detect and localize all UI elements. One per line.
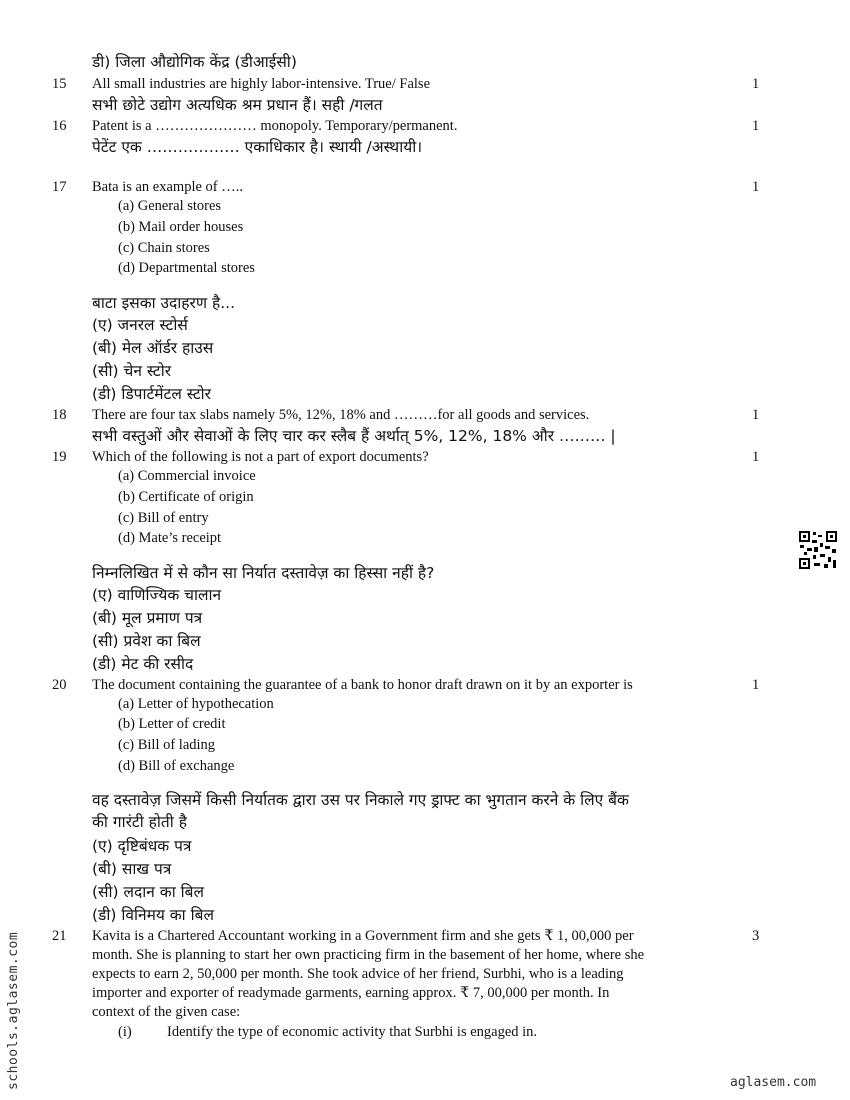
marks: 1 — [752, 118, 760, 134]
question-number: 16 — [52, 118, 67, 134]
option-hi-d: (डी) डिपार्टमेंटल स्टोर — [92, 385, 211, 403]
question-text-en: Patent is a ………………… monopoly. Temporary/permanent. — [92, 118, 458, 134]
option-hi-a: (ए) जनरल स्टोर्स — [92, 316, 188, 334]
option-b: (b) Certificate of origin — [118, 489, 254, 505]
marks: 1 — [752, 179, 760, 195]
option-d: (d) Departmental stores — [118, 260, 255, 276]
question-number: 15 — [52, 76, 67, 92]
option-hi-c: (सी) प्रवेश का बिल — [92, 632, 201, 650]
sub-question-number: (i) — [118, 1024, 132, 1040]
option-a: (a) Letter of hypothecation — [118, 696, 274, 712]
option-hi-c: (सी) चेन स्टोर — [92, 362, 172, 380]
case-text-line: Kavita is a Chartered Accountant working in a Government firm and she gets ₹ 1, 00,000 per — [92, 928, 634, 944]
option-hi-a: (ए) दृष्टिबंधक पत्र — [92, 837, 192, 855]
case-text-line: context of the given case: — [92, 1004, 241, 1020]
marks: 3 — [752, 928, 760, 944]
option-a: (a) Commercial invoice — [118, 468, 256, 484]
question-number: 17 — [52, 179, 67, 195]
qr-code-icon — [798, 530, 838, 570]
question-text-en: Which of the following is not a part of export documents? — [92, 449, 429, 465]
option-c: (c) Bill of lading — [118, 737, 216, 753]
marks: 1 — [752, 76, 760, 92]
question-text-en: There are four tax slabs namely 5%, 12%, 18% and ………for all goods and services. — [92, 407, 590, 423]
option-hi-b: (बी) मेल ऑर्डर हाउस — [92, 339, 214, 357]
marks: 1 — [752, 449, 760, 465]
question-text-hi: बाटा इसका उदाहरण है... — [92, 294, 236, 312]
side-watermark: schools.aglasem.com — [6, 931, 21, 1090]
option-d: (d) Bill of exchange — [118, 758, 235, 774]
option-hi-c: (सी) लदान का बिल — [92, 883, 205, 901]
option-a: (a) General stores — [118, 198, 222, 214]
option-hi-b: (बी) मूल प्रमाण पत्र — [92, 609, 203, 627]
option-b: (b) Letter of credit — [118, 716, 226, 732]
option-b: (b) Mail order houses — [118, 219, 244, 235]
question-text-en: Bata is an example of ….. — [92, 179, 243, 195]
question-text-en: All small industries are highly labor-intensive. True/ False — [92, 76, 431, 92]
question-number: 20 — [52, 677, 67, 693]
question-text-hi: निम्नलिखित में से कौन सा निर्यात दस्तावेज़ का हिस्सा नहीं है? — [92, 564, 435, 582]
question-text-hi: सभी वस्तुओं और सेवाओं के लिए चार कर स्लैब हैं अर्थात् 5%, 12%, 18% और ……… | — [92, 427, 616, 445]
marks: 1 — [752, 407, 760, 423]
marks: 1 — [752, 677, 760, 693]
question-text-hi: सभी छोटे उद्योग अत्यधिक श्रम प्रधान हैं। सही /गलत — [92, 96, 383, 114]
option-hi-d: (डी) मेट की रसीद — [92, 655, 194, 673]
case-text-line: month. She is planning to start her own practicing firm in the basement of her home, where she — [92, 947, 645, 963]
option-hi-d: (डी) विनिमय का बिल — [92, 906, 214, 924]
option-hi-b: (बी) साख पत्र — [92, 860, 172, 878]
option-c: (c) Chain stores — [118, 240, 210, 256]
case-text-line: expects to earn 2, 50,000 per month. She took advice of her friend, Surbhi, who is a leading — [92, 966, 624, 982]
option-c: (c) Bill of entry — [118, 510, 209, 526]
question-number: 19 — [52, 449, 67, 465]
carryover-option: डी) जिला औद्योगिक केंद्र (डीआईसी) — [92, 53, 297, 71]
sub-question-text: Identify the type of economic activity that Surbhi is engaged in. — [167, 1024, 538, 1040]
question-text-hi: पेटेंट एक ……………… एकाधिकार है। स्थायी /अस्थायी। — [92, 138, 423, 156]
question-number: 18 — [52, 407, 67, 423]
footer-watermark: aglasem.com — [730, 1075, 817, 1090]
option-d: (d) Mate’s receipt — [118, 530, 222, 546]
question-text-hi-cont: की गारंटी होती है — [92, 813, 187, 831]
case-text-line: importer and exporter of readymade garments, earning approx. ₹ 7, 00,000 per month. In — [92, 985, 610, 1001]
question-number: 21 — [52, 928, 67, 944]
question-text-hi: वह दस्तावेज़ जिसमें किसी निर्यातक द्वारा उस पर निकाले गए ड्राफ्ट का भुगतान करने के लिए बैंक — [92, 791, 629, 809]
option-hi-a: (ए) वाणिज्यिक चालान — [92, 586, 222, 604]
question-text-en: The document containing the guarantee of a bank to honor draft drawn on it by an exporter is — [92, 677, 633, 693]
